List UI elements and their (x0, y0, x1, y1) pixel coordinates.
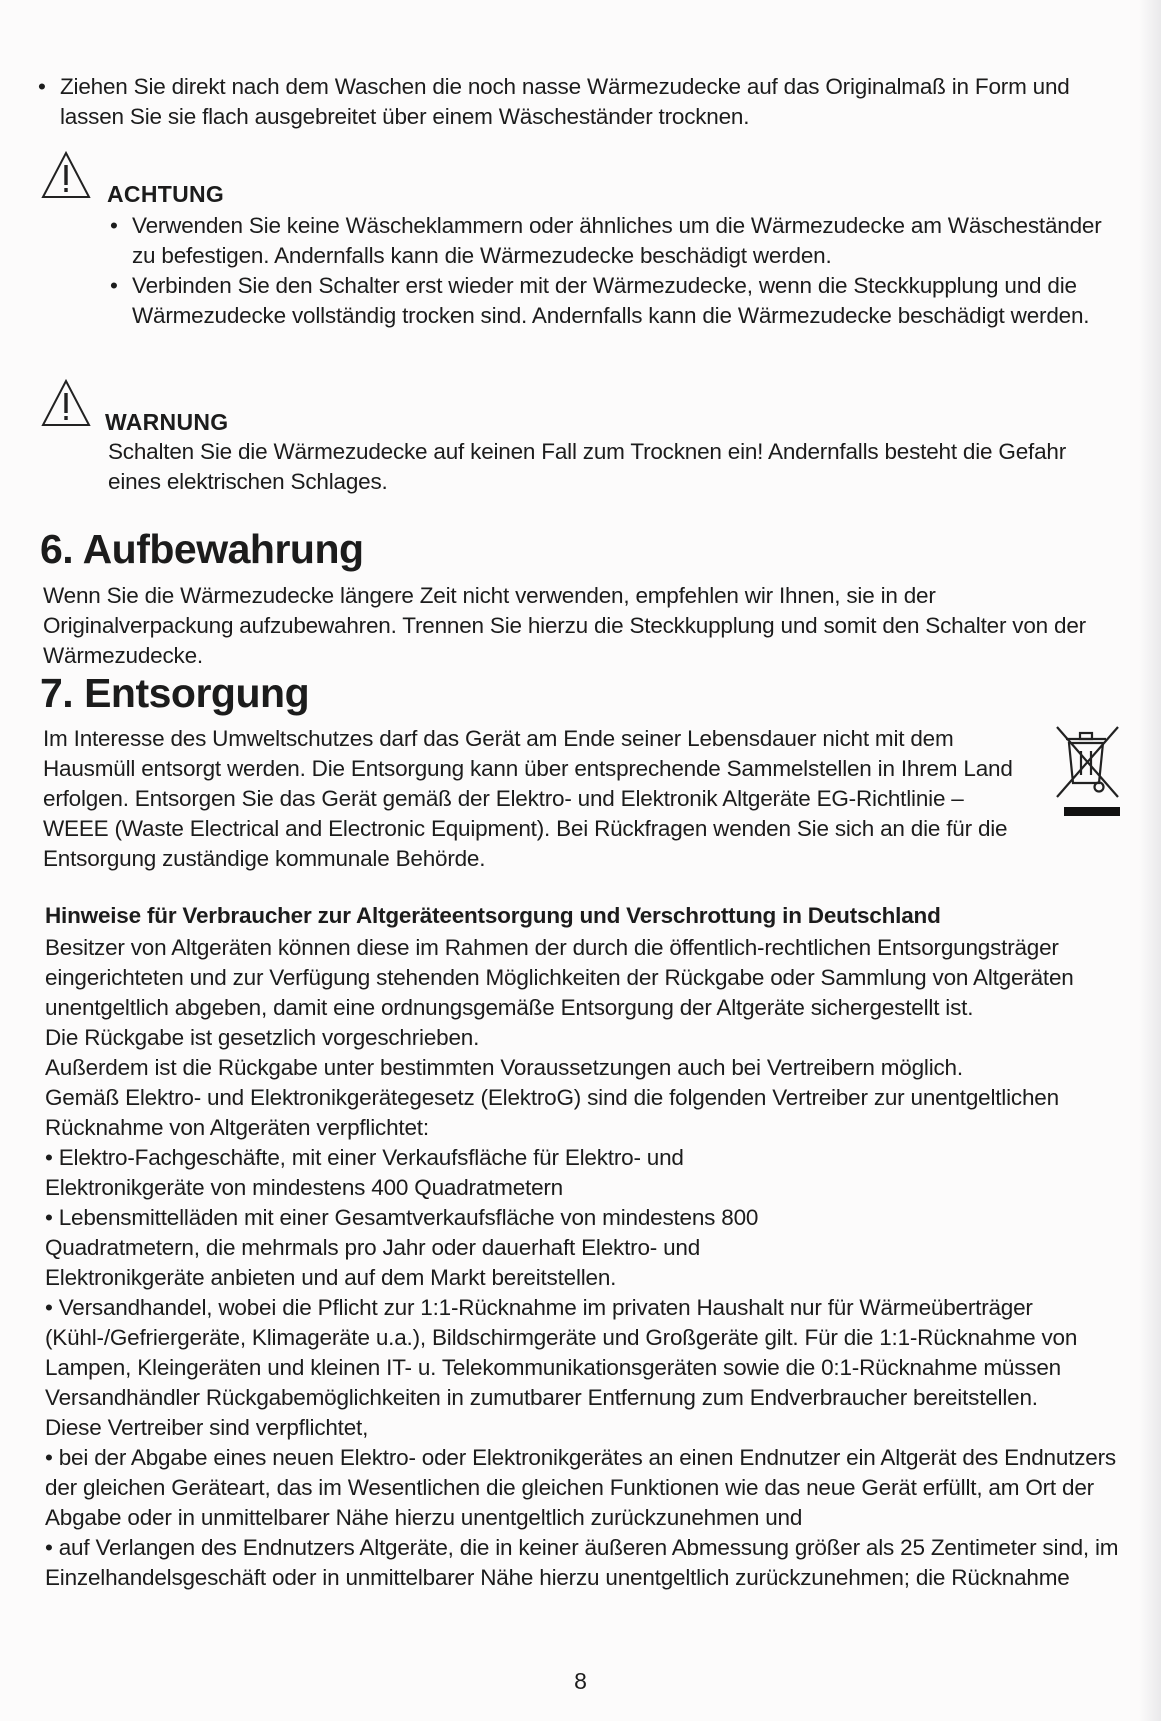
hinweise-bullet: • Elektro-Fachgeschäfte, mit einer Verkaufsfläche für Elektro- und Elektronikgeräte von mindestens 400 Quadratmetern (45, 1145, 684, 1200)
warnung-text: Schalten Sie die Wärmezudecke auf keinen Fall zum Trocknen ein! Andernfalls besteht die Gefahr eines elektrischen Schlages. (108, 439, 1066, 494)
instruction-bullet: • Ziehen Sie direkt nach dem Waschen die noch nasse Wärmezudecke auf das Originalmaß in Form und lassen Sie sie flach ausgebreitet über einem Wäscheständer trocknen. (38, 72, 1123, 132)
hinweise-body (45, 933, 1125, 1593)
warning-triangle-icon (40, 378, 92, 428)
section-heading-aufbewahrung: 6. Aufbewahrung (40, 526, 364, 572)
hinweise-paragraph: Außerdem ist die Rückgabe unter bestimmten Voraussetzungen auch bei Vertreibern möglich. (45, 1055, 963, 1080)
hinweise-heading: Hinweise für Verbraucher zur Altgeräteentsorgung und Verschrottung in Deutschland (45, 903, 941, 928)
section-heading-entsorgung: 7. Entsorgung (40, 670, 310, 716)
hinweise-bullet: • auf Verlangen des Endnutzers Altgeräte, die in keiner äußeren Abmessung größer als 25 Zentimeter sind, im Einzelhandelsgeschäft oder in unmittelbarer Nähe hierzu unentgeltlich zurückzunehmen; die Rücknahme (45, 1535, 1119, 1590)
crossed-out-wheelie-bin-icon (1052, 721, 1122, 817)
aufbewahrung-text: Wenn Sie die Wärmezudecke längere Zeit nicht verwenden, empfehlen wir Ihnen, sie in der Originalverpackung aufzubewahren. Trennen Sie hierzu die Steckkupplung und somit den Schalter von der Wärmezudecke. (43, 583, 1086, 668)
hinweise-bullet: • Lebensmittelläden mit einer Gesamtverkaufsfläche von mindestens 800 Quadratmetern, die mehrmals pro Jahr oder dauerhaft Elektro- und Elektronikgeräte anbieten und auf dem Markt bereitstellen. (45, 1205, 759, 1290)
achtung-item: • Verbinden Sie den Schalter erst wieder mit der Wärmezudecke, wenn die Steckkupplung und die Wärmezudecke vollständig trocken sind. Andernfalls kann die Wärmezudecke beschädigt werden. (110, 271, 1120, 331)
warnung-title: WARNUNG (105, 409, 229, 435)
achtung-title: ACHTUNG (107, 181, 225, 207)
warning-triangle-icon (40, 150, 92, 200)
hinweise-paragraph: Besitzer von Altgeräten können diese im Rahmen der durch die öffentlich-rechtlichen Entsorgungsträger eingerichteten und zur Verfügung stehenden Möglichkeiten der Rückgabe oder Sammlung von Altgeräten unentgeltlich abgeben, damit eine ordnungsgemäße Entsorgung der Altgeräte sichergestellt ist. (45, 935, 1074, 1020)
entsorgung-text: Im Interesse des Umweltschutzes darf das Gerät am Ende seiner Lebensdauer nicht mit dem Hausmüll entsorgt werden. Die Entsorgung kann über entsprechende Sammelstellen in Ihrem Land erfolgen. Entsorgen Sie das Gerät gemäß der Elektro- und Elektronik Altgeräte EG-Richtlinie – WEEE (Waste Electrical and Electronic Equipment). Bei Rückfragen wenden Sie sich an die für die Entsorgung zuständige kommunale Behörde. (43, 726, 1013, 871)
achtung-list (110, 211, 1120, 331)
achtung-item: • Verwenden Sie keine Wäscheklammern oder ähnliches um die Wärmezudecke am Wäscheständer zu befestigen. Andernfalls kann die Wärmezudecke beschädigt werden. (110, 211, 1120, 271)
page-number: 8 (574, 1668, 587, 1694)
hinweise-bullet: • bei der Abgabe eines neuen Elektro- oder Elektronikgerätes an einen Endnutzer ein Altgerät des Endnutzers der gleichen Geräteart, das im Wesentlichen die gleichen Funktionen wie das neue Gerät erfüllt, am Ort der Abgabe oder in unmittelbarer Nähe hierzu unentgeltlich zurückzunehmen und (45, 1445, 1116, 1530)
hinweise-paragraph: Diese Vertreiber sind verpflichtet, (45, 1415, 369, 1440)
washing-instruction (38, 72, 1123, 132)
page-edge-shadow (1139, 0, 1161, 1721)
hinweise-bullet: • Versandhandel, wobei die Pflicht zur 1:1-Rücknahme im privaten Haushalt nur für Wärmeüberträger (Kühl-/Gefriergeräte, Klimageräte u.a.), Bildschirmgeräte und Großgeräte gilt. Für die 1:1-Rücknahme von Lampen, Kleingeräten und kleinen IT- u. Telekommunikationsgeräten sowie die 0:1-Rücknahme müssen Versandhändler Rückgabemöglichkeiten in zumutbarer Entfernung zum Endverbraucher bereitstellen. (45, 1295, 1078, 1410)
hinweise-paragraph: Die Rückgabe ist gesetzlich vorgeschrieben. (45, 1025, 480, 1050)
hinweise-paragraph: Gemäß Elektro- und Elektronikgerätegesetz (ElektroG) sind die folgenden Vertreiber zur unentgeltlichen Rücknahme von Altgeräten verpflichtet: (45, 1085, 1059, 1140)
